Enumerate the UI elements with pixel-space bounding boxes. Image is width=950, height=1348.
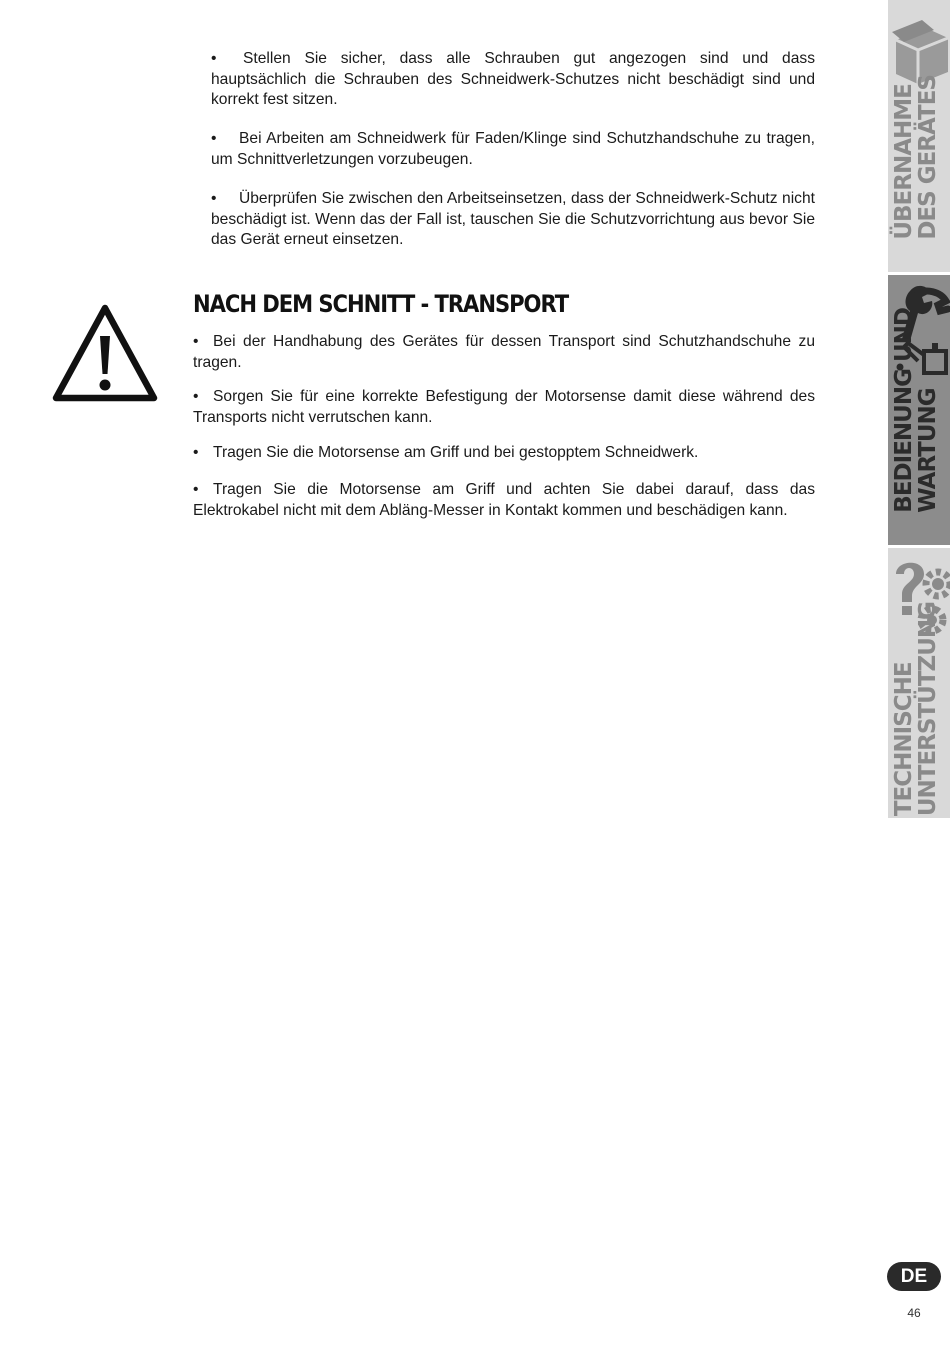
bullet-paragraph-carry-handle [193,443,815,464]
bullet-text: Stellen Sie sicher, dass alle Schrauben gut angezogen sind und dass hauptsächlich die Schrauben des Schneidwerk-Schutzes nicht beschädigt sind und korrekt fest sitzen. [211,50,815,108]
tab-technische-unterstuetzung[interactable] [888,548,950,818]
bullet-mark: • [211,50,217,67]
bullet-paragraph-transport-gloves [193,332,815,373]
bullet-mark: • [193,444,199,461]
bullet-text: Tragen Sie die Motorsense am Griff und bei gestopptem Schneidwerk. [213,444,699,461]
bullet-paragraph-guard-check [211,189,815,251]
warning-triangle-icon [50,302,160,404]
bullet-mark: • [193,388,199,405]
language-badge: DE [887,1262,941,1291]
tab-label: TECHNISCHE UNTERSTÜTZUNG [891,601,941,816]
bullet-text: Bei Arbeiten am Schneidwerk für Faden/Klinge sind Schutzhandschuhe zu tragen, um Schnittverletzungen vorzubeugen. [211,130,815,168]
bullet-mark: • [211,190,217,207]
bullet-paragraph-fastening [193,387,815,428]
tab-label: BEDIENUNG UND WARTUNG [891,308,941,513]
bullet-mark: • [193,481,199,498]
tab-label: ÜBERNAHME DES GERÄTES [891,75,941,240]
bullet-paragraph-screws [211,49,815,111]
bullet-text: Sorgen Sie für eine korrekte Befestigung der Motorsense damit diese während des Transports nicht verrutschen kann. [193,388,815,426]
bullet-paragraph-gloves-cutting [211,129,815,170]
bullet-mark: • [211,130,217,147]
page-number: 46 [907,1306,921,1320]
tab-bedienung-wartung[interactable] [888,275,950,545]
section-title: NACH DEM SCHNITT - TRANSPORT [193,290,569,318]
bullet-paragraph-cable [193,480,815,521]
bullet-text: Überprüfen Sie zwischen den Arbeitseinsetzen, dass der Schneidwerk-Schutz nicht beschädigt ist. Wenn das der Fall ist, tauschen Sie die Schutzvorrichtung aus bevor Sie das Gerät erneut einsetzen. [211,190,815,248]
bullet-text: Bei der Handhabung des Gerätes für dessen Transport sind Schutzhandschuhe zu tragen. [193,333,815,371]
bullet-text: Tragen Sie die Motorsense am Griff und achten Sie dabei darauf, dass das Elektrokabel nicht mit dem Abläng-Messer in Kontakt kommen und beschädigen kann. [193,481,815,519]
tab-uebernahme[interactable] [888,0,950,272]
bullet-mark: • [193,333,199,350]
